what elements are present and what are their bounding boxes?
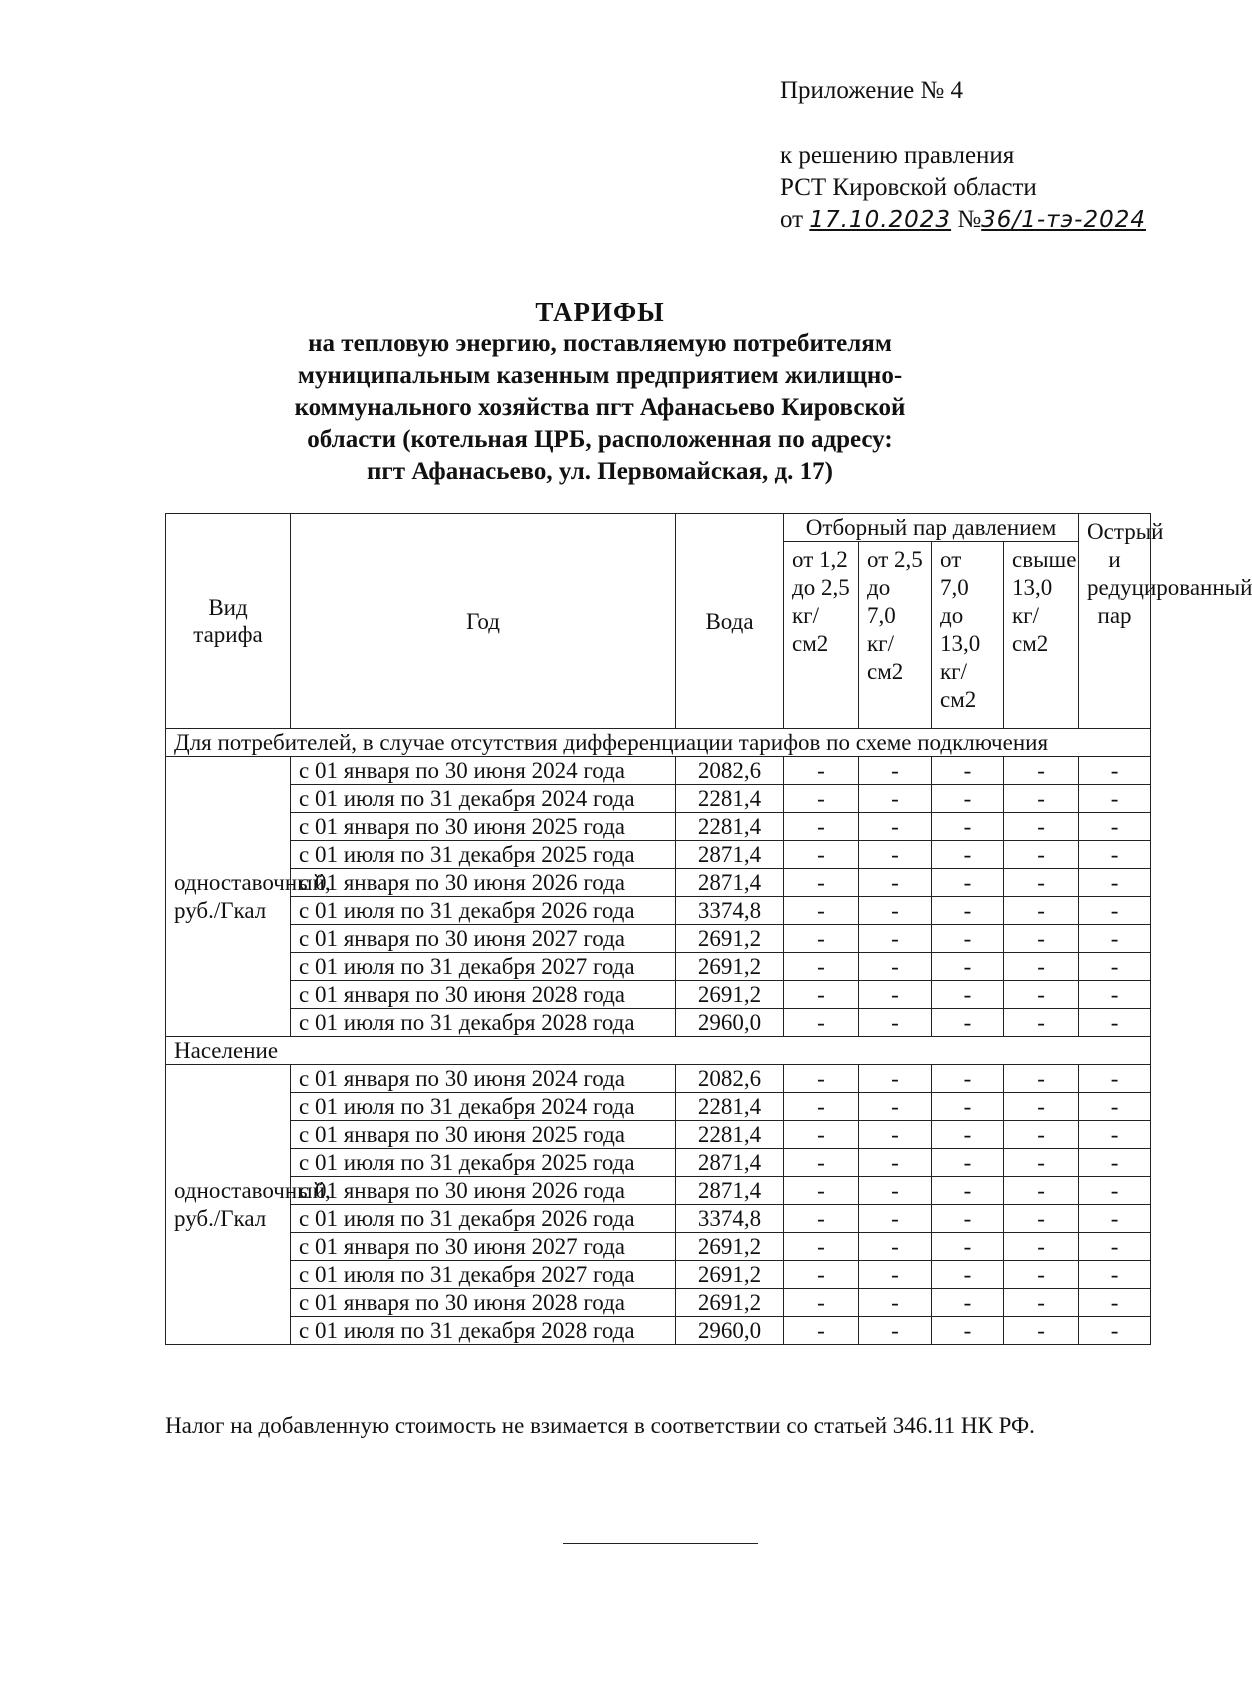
steam-1-cell: - [784, 1289, 859, 1317]
sharp-steam-cell: - [1079, 953, 1151, 981]
steam-1-cell: - [784, 1205, 859, 1233]
steam-1-cell: - [784, 841, 859, 869]
steam-2-cell: - [859, 1065, 932, 1093]
sharp-steam-cell: - [1079, 841, 1151, 869]
title-line-2: муниципальным казенным предприятием жилищно- [297, 362, 903, 389]
steam-2-cell: - [859, 1177, 932, 1205]
steam-2-cell: - [859, 813, 932, 841]
steam-3-cell: - [932, 1177, 1004, 1205]
header-steam-1: от 1,2 до 2,5 кг/см2 [784, 542, 859, 729]
table-row [166, 813, 1151, 841]
decision-reference [780, 140, 1146, 236]
period-cell: с 01 января по 30 июня 2024 года [291, 1065, 676, 1093]
steam-2-cell: - [859, 757, 932, 785]
header-steam-2: от 2,5 до 7,0 кг/см2 [859, 542, 932, 729]
water-value-cell: 2082,6 [676, 1065, 784, 1093]
period-cell: с 01 июля по 31 декабря 2028 года [291, 1009, 676, 1037]
steam-1-cell: - [784, 1177, 859, 1205]
table-row [166, 757, 1151, 785]
steam-2-cell: - [859, 841, 932, 869]
table-row [166, 785, 1151, 813]
table-row [166, 1289, 1151, 1317]
water-value-cell: 3374,8 [676, 1205, 784, 1233]
period-cell: с 01 января по 30 июня 2027 года [291, 1233, 676, 1261]
table-row [166, 1233, 1151, 1261]
steam-1-cell: - [784, 1149, 859, 1177]
title-line-3: коммунального хозяйства пгт Афанасьево Кировской [294, 394, 906, 421]
steam-2-cell: - [859, 1233, 932, 1261]
table-row [166, 1261, 1151, 1289]
sharp-steam-cell: - [1079, 813, 1151, 841]
period-cell: с 01 июля по 31 декабря 2024 года [291, 785, 676, 813]
table-row [166, 1093, 1151, 1121]
steam-4-cell: - [1004, 1009, 1079, 1037]
header-sharp-steam: Острый и редуцированный пар [1079, 514, 1151, 729]
sharp-steam-cell: - [1079, 1177, 1151, 1205]
header-tariff-type: Вид тарифа [166, 514, 291, 729]
header-water: Вода [676, 514, 784, 729]
steam-3-cell: - [932, 1149, 1004, 1177]
header-steam-group: Отборный пар давлением [784, 514, 1079, 542]
sharp-steam-cell: - [1079, 1093, 1151, 1121]
table-row [166, 1065, 1151, 1093]
title-line-5: пгт Афанасьево, ул. Первомайская, д. 17) [367, 458, 833, 485]
decision-line-2: РСТ Кировской области [780, 174, 1037, 201]
period-cell: с 01 января по 30 июня 2026 года [291, 1177, 676, 1205]
date-prefix: от [780, 206, 804, 233]
steam-3-cell: - [932, 897, 1004, 925]
steam-4-cell: - [1004, 981, 1079, 1009]
steam-1-cell: - [784, 813, 859, 841]
steam-4-cell: - [1004, 1065, 1079, 1093]
period-cell: с 01 января по 30 июня 2028 года [291, 981, 676, 1009]
title-line-1: на тепловую энергию, поставляемую потребителям [308, 330, 892, 357]
steam-4-cell: - [1004, 785, 1079, 813]
steam-2-cell: - [859, 785, 932, 813]
steam-4-cell: - [1004, 925, 1079, 953]
header-steam-3: от 7,0 до 13,0 кг/см2 [932, 542, 1004, 729]
table-row [166, 1009, 1151, 1037]
steam-4-cell: - [1004, 1149, 1079, 1177]
section-row [166, 1037, 1151, 1065]
water-value-cell: 2871,4 [676, 1177, 784, 1205]
steam-2-cell: - [859, 1009, 932, 1037]
steam-4-cell: - [1004, 757, 1079, 785]
steam-3-cell: - [932, 813, 1004, 841]
steam-4-cell: - [1004, 1093, 1079, 1121]
period-cell: с 01 января по 30 июня 2025 года [291, 1121, 676, 1149]
steam-1-cell: - [784, 1065, 859, 1093]
decision-line-1: к решению правления [780, 142, 1015, 169]
period-cell: с 01 января по 30 июня 2024 года [291, 757, 676, 785]
sharp-steam-cell: - [1079, 1233, 1151, 1261]
sharp-steam-cell: - [1079, 1009, 1151, 1037]
steam-3-cell: - [932, 1289, 1004, 1317]
section-title: Население [166, 1037, 1151, 1065]
table-row [166, 1121, 1151, 1149]
table-row [166, 1205, 1151, 1233]
steam-3-cell: - [932, 1233, 1004, 1261]
sharp-steam-cell: - [1079, 1205, 1151, 1233]
steam-4-cell: - [1004, 953, 1079, 981]
document-title [0, 296, 1200, 488]
water-value-cell: 2691,2 [676, 925, 784, 953]
water-value-cell: 2691,2 [676, 1289, 784, 1317]
tariff-type-cell: одноставочный, руб./Гкал [166, 757, 291, 1037]
steam-3-cell: - [932, 1009, 1004, 1037]
steam-2-cell: - [859, 1261, 932, 1289]
water-value-cell: 2691,2 [676, 1233, 784, 1261]
number-prefix: № [957, 206, 982, 233]
steam-3-cell: - [932, 953, 1004, 981]
sharp-steam-cell: - [1079, 925, 1151, 953]
steam-3-cell: - [932, 841, 1004, 869]
steam-4-cell: - [1004, 1261, 1079, 1289]
steam-1-cell: - [784, 981, 859, 1009]
water-value-cell: 2281,4 [676, 785, 784, 813]
title-main: ТАРИФЫ [535, 297, 665, 327]
steam-2-cell: - [859, 953, 932, 981]
period-cell: с 01 января по 30 июня 2028 года [291, 1289, 676, 1317]
steam-3-cell: - [932, 869, 1004, 897]
steam-2-cell: - [859, 897, 932, 925]
steam-3-cell: - [932, 785, 1004, 813]
vat-note: Налог на добавленную стоимость не взимается в соответствии со статьей 346.11 НК РФ. [165, 1413, 1035, 1438]
signature-line [563, 1543, 758, 1544]
table-row [166, 1317, 1151, 1345]
table-row [166, 897, 1151, 925]
table-row [166, 841, 1151, 869]
steam-1-cell: - [784, 1317, 859, 1345]
steam-4-cell: - [1004, 1317, 1079, 1345]
steam-1-cell: - [784, 953, 859, 981]
water-value-cell: 2871,4 [676, 1149, 784, 1177]
sharp-steam-cell: - [1079, 1289, 1151, 1317]
steam-3-cell: - [932, 1065, 1004, 1093]
handwritten-number: 36/1-тэ-2024 [981, 207, 1146, 233]
steam-2-cell: - [859, 1205, 932, 1233]
steam-3-cell: - [932, 1093, 1004, 1121]
steam-2-cell: - [859, 925, 932, 953]
period-cell: с 01 июля по 31 декабря 2027 года [291, 953, 676, 981]
period-cell: с 01 января по 30 июня 2027 года [291, 925, 676, 953]
steam-1-cell: - [784, 1093, 859, 1121]
steam-4-cell: - [1004, 869, 1079, 897]
table-row [166, 869, 1151, 897]
steam-3-cell: - [932, 925, 1004, 953]
sharp-steam-cell: - [1079, 1121, 1151, 1149]
steam-1-cell: - [784, 1009, 859, 1037]
tariff-table-body [166, 729, 1151, 1345]
water-value-cell: 2871,4 [676, 869, 784, 897]
steam-2-cell: - [859, 1149, 932, 1177]
steam-1-cell: - [784, 869, 859, 897]
sharp-steam-cell: - [1079, 1317, 1151, 1345]
table-row [166, 981, 1151, 1009]
period-cell: с 01 июля по 31 декабря 2027 года [291, 1261, 676, 1289]
header-year: Год [291, 514, 676, 729]
period-cell: с 01 июля по 31 декабря 2026 года [291, 897, 676, 925]
steam-2-cell: - [859, 1121, 932, 1149]
title-line-4: области (котельная ЦРБ, расположенная по адресу: [307, 426, 893, 453]
steam-4-cell: - [1004, 897, 1079, 925]
steam-4-cell: - [1004, 841, 1079, 869]
steam-4-cell: - [1004, 1121, 1079, 1149]
sharp-steam-cell: - [1079, 1065, 1151, 1093]
period-cell: с 01 июля по 31 декабря 2028 года [291, 1317, 676, 1345]
sharp-steam-cell: - [1079, 785, 1151, 813]
steam-2-cell: - [859, 1289, 932, 1317]
steam-3-cell: - [932, 757, 1004, 785]
steam-1-cell: - [784, 897, 859, 925]
tariff-table [165, 513, 1252, 1345]
water-value-cell: 2082,6 [676, 757, 784, 785]
steam-4-cell: - [1004, 813, 1079, 841]
section-title: Для потребителей, в случае отсутствия дифференциации тарифов по схеме подключения [166, 729, 1151, 757]
sharp-steam-cell: - [1079, 981, 1151, 1009]
water-value-cell: 2960,0 [676, 1317, 784, 1345]
steam-3-cell: - [932, 1205, 1004, 1233]
steam-4-cell: - [1004, 1233, 1079, 1261]
water-value-cell: 2691,2 [676, 981, 784, 1009]
sharp-steam-cell: - [1079, 1261, 1151, 1289]
period-cell: с 01 июля по 31 декабря 2025 года [291, 1149, 676, 1177]
water-value-cell: 2281,4 [676, 1121, 784, 1149]
steam-3-cell: - [932, 981, 1004, 1009]
table-row [166, 1177, 1151, 1205]
table-row [166, 925, 1151, 953]
period-cell: с 01 июля по 31 декабря 2025 года [291, 841, 676, 869]
sharp-steam-cell: - [1079, 1149, 1151, 1177]
water-value-cell: 2281,4 [676, 813, 784, 841]
steam-4-cell: - [1004, 1289, 1079, 1317]
water-value-cell: 2871,4 [676, 841, 784, 869]
section-row [166, 729, 1151, 757]
steam-4-cell: - [1004, 1205, 1079, 1233]
table-row [166, 953, 1151, 981]
sharp-steam-cell: - [1079, 757, 1151, 785]
period-cell: с 01 июля по 31 декабря 2024 года [291, 1093, 676, 1121]
steam-2-cell: - [859, 1093, 932, 1121]
handwritten-date: 17.10.2023 [809, 207, 952, 233]
header-steam-4: свыше 13,0 кг/см2 [1004, 542, 1079, 729]
steam-4-cell: - [1004, 1177, 1079, 1205]
water-value-cell: 2960,0 [676, 1009, 784, 1037]
steam-1-cell: - [784, 1121, 859, 1149]
sharp-steam-cell: - [1079, 869, 1151, 897]
water-value-cell: 3374,8 [676, 897, 784, 925]
steam-2-cell: - [859, 1317, 932, 1345]
tariff-type-cell: одноставочный, руб./Гкал [166, 1065, 291, 1345]
steam-1-cell: - [784, 785, 859, 813]
steam-2-cell: - [859, 981, 932, 1009]
water-value-cell: 2281,4 [676, 1093, 784, 1121]
steam-2-cell: - [859, 869, 932, 897]
steam-1-cell: - [784, 925, 859, 953]
steam-1-cell: - [784, 1261, 859, 1289]
water-value-cell: 2691,2 [676, 1261, 784, 1289]
steam-3-cell: - [932, 1317, 1004, 1345]
period-cell: с 01 января по 30 июня 2026 года [291, 869, 676, 897]
sharp-steam-cell: - [1079, 897, 1151, 925]
appendix-label: Приложение № 4 [780, 77, 964, 104]
table-row [166, 1149, 1151, 1177]
period-cell: с 01 января по 30 июня 2025 года [291, 813, 676, 841]
water-value-cell: 2691,2 [676, 953, 784, 981]
steam-1-cell: - [784, 1233, 859, 1261]
steam-1-cell: - [784, 757, 859, 785]
steam-3-cell: - [932, 1261, 1004, 1289]
steam-3-cell: - [932, 1121, 1004, 1149]
period-cell: с 01 июля по 31 декабря 2026 года [291, 1205, 676, 1233]
decision-date-line [780, 204, 1146, 236]
